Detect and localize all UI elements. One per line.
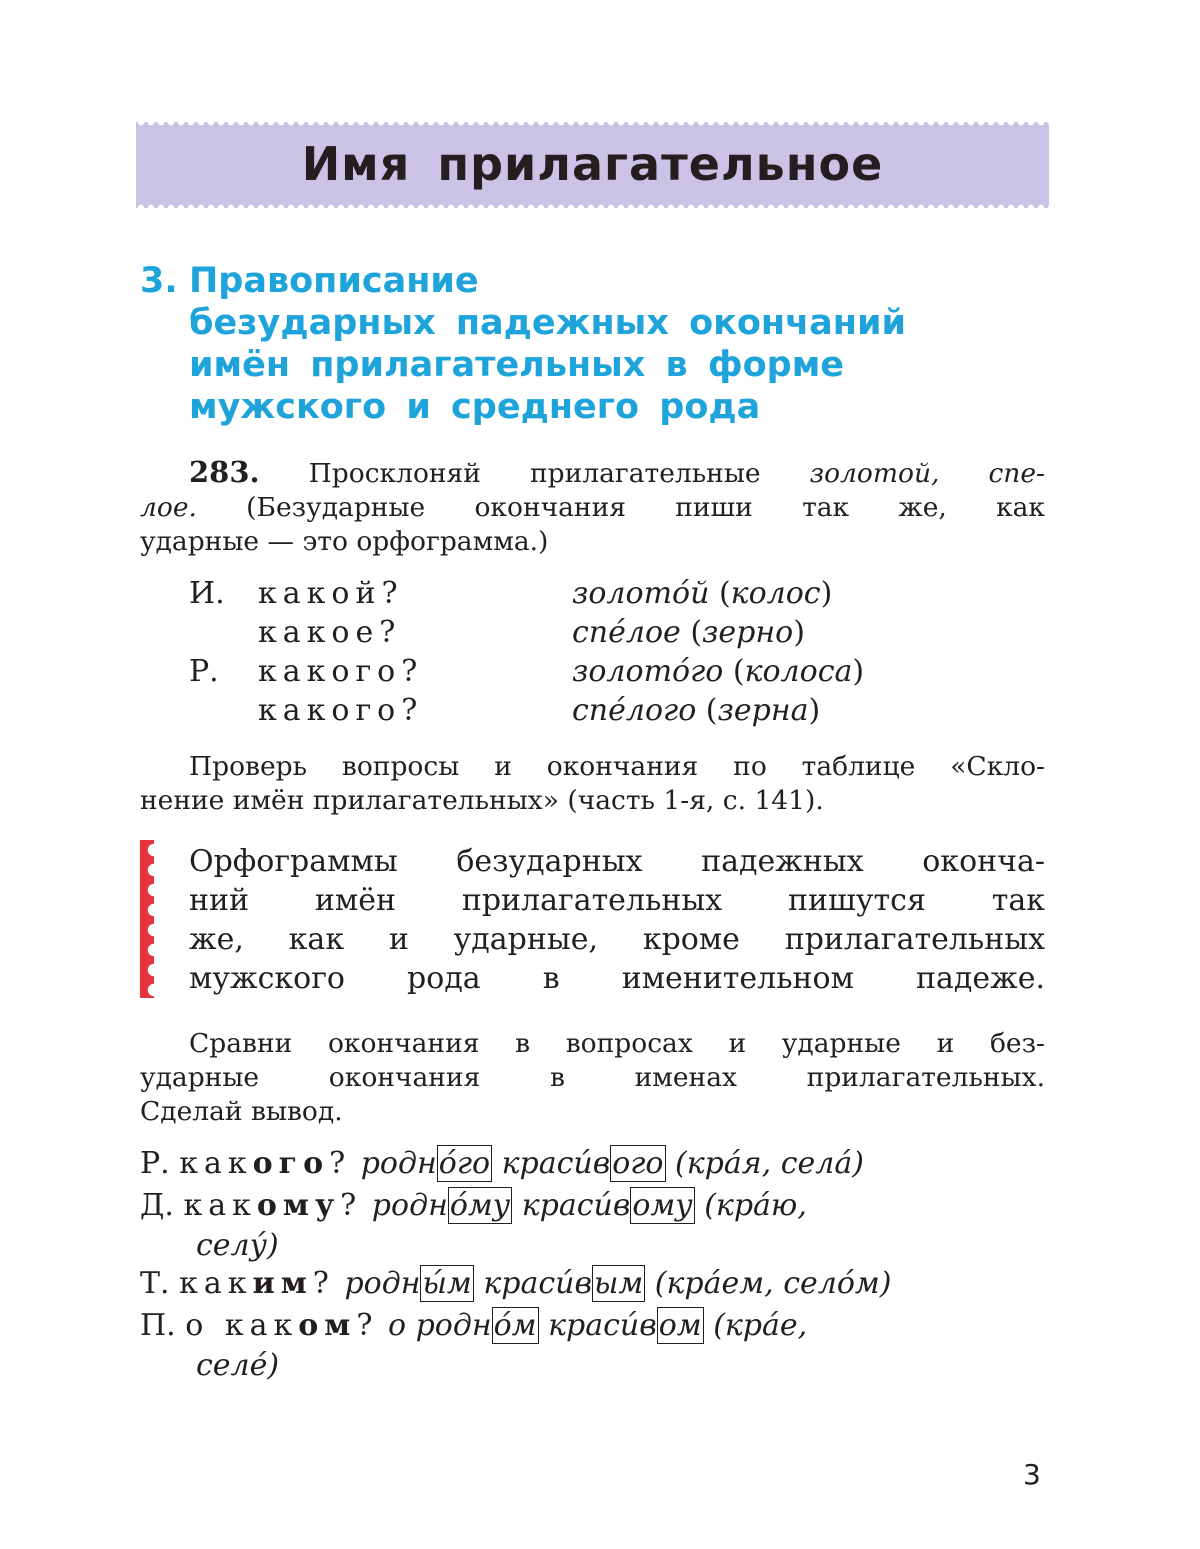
declension-row: П. о каком? о родно́м краси́вом (кра́е, [140,1308,808,1343]
topic-number: 3. [140,261,178,301]
chapter-title: Имя прилагательное [301,137,884,191]
compare-line: Сделай вывод. [140,1096,343,1127]
ending-box: ого [612,1146,664,1181]
rule-line: Орфограммы безударных падежных оконча- [189,844,1045,879]
case-example: золото́й (колос) [572,576,833,611]
exercise-task [140,455,1045,559]
rule-line: ний имён прилагательных пишутся так [189,883,1045,918]
case-example: спе́лое (зерно) [572,615,805,650]
ending-box: о́му [449,1188,511,1223]
ending-box: ом [658,1308,702,1343]
case-label: И. [189,576,225,611]
topic-title-line: Правописание [189,261,479,301]
topic-title-line: имён прилагательных в форме [189,345,845,385]
ending-box: ым [593,1266,644,1301]
declension-row: Р. какого? родно́го краси́вого (кра́я, села́) [140,1146,864,1181]
case-question: какой? [258,576,404,611]
compare-paragraph [140,1027,1045,1129]
case-label: Р. [189,654,219,689]
ending-box: ому [632,1188,693,1223]
rule-line: мужского рода в именительном падеже. [189,961,1045,996]
declension-row: Т. каким? родны́м краси́вым (кра́ем, село́м) [140,1266,892,1301]
exercise-line: ударные — это орфограмма.) [140,526,549,557]
case-example: спе́лого (зерна) [572,693,821,728]
check-line: нение имён прилагательных» (часть 1-я, с. 141). [140,785,824,816]
declension-row: Д. какому? родно́му краси́вому (кра́ю, [140,1188,807,1223]
exercise-line: лое. (Безударные окончания пиши так же, как [140,492,1045,523]
rule-text [189,842,1045,998]
compare-line: ударные окончания в именах прилагательных. [140,1062,1045,1093]
ending-box: о́го [438,1146,491,1181]
case-example: золото́го (колоса) [572,654,865,689]
topic-title [189,260,1049,428]
declension-row-continued: селу́) [196,1228,279,1263]
exercise-number: 283. [189,455,260,489]
check-paragraph [140,750,1045,818]
ending-box: о́м [493,1308,537,1343]
rule-marker [140,840,154,998]
case-question: какого? [258,654,424,689]
ending-box: ы́м [422,1266,472,1301]
case-question: какого? [258,693,424,728]
page-number: 3 [1023,1458,1041,1491]
compare-line: Сравни окончания в вопросах и ударные и без- [189,1028,1045,1059]
case-question: какое? [258,615,402,650]
topic-title-line: безударных падежных окончаний [189,303,906,343]
check-line: Проверь вопросы и окончания по таблице «Скло- [189,751,1045,782]
exercise-line: 283. Просклоняй прилагательные золотой, спе- [189,455,1045,489]
topic-title-line: мужского и среднего рода [189,387,761,427]
rule-line: же, как и ударные, кроме прилагательных [189,922,1045,957]
declension-row-continued: селе́) [196,1348,280,1383]
